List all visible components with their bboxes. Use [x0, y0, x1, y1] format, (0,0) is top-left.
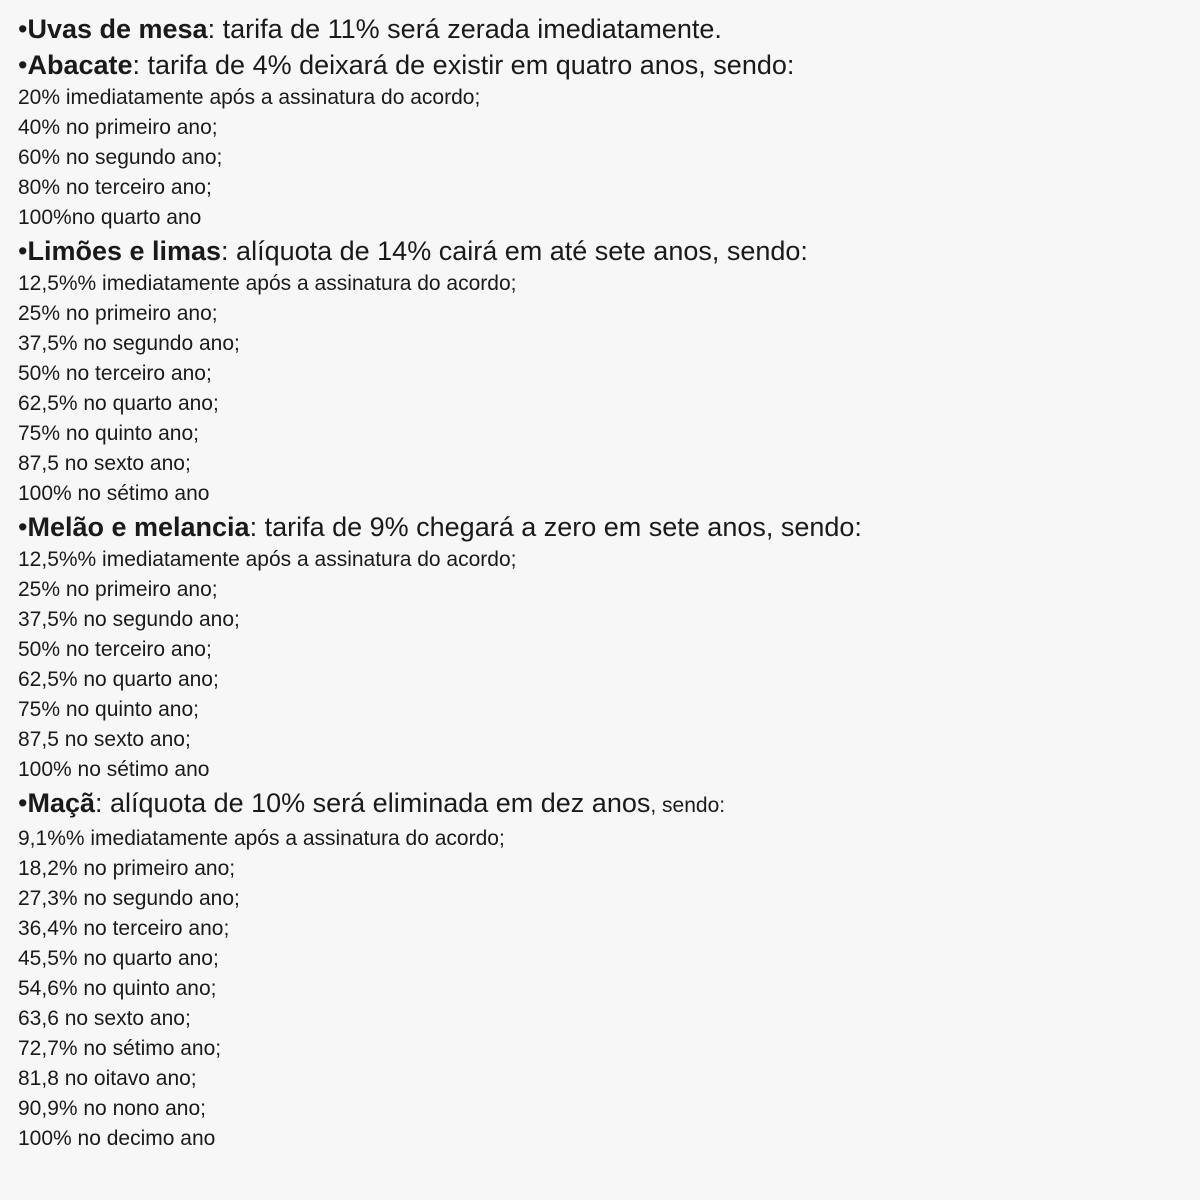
document-body [18, 11, 1188, 1154]
schedule-item: 87,5 no sexto ano; [18, 728, 191, 751]
schedule-item: 54,6% no quinto ano; [18, 977, 217, 1000]
schedule-item: 72,7% no sétimo ano; [18, 1037, 222, 1060]
schedule-item: 27,3% no segundo ano; [18, 887, 240, 910]
schedule-item: 45,5% no quarto ano; [18, 947, 219, 970]
schedule-item: 81,8 no oitavo ano; [18, 1067, 197, 1090]
heading-tail: , sendo: [650, 794, 726, 817]
schedule-item: 50% no terceiro ano; [18, 362, 212, 385]
schedule-item: 12,5%% imediatamente após a assinatura do acordo; [18, 548, 517, 571]
product-term: Limões e limas [27, 236, 222, 266]
schedule-item: 40% no primeiro ano; [18, 116, 218, 139]
section-heading [18, 11, 1188, 47]
product-term: Melão e melancia [27, 512, 250, 542]
section-heading [18, 47, 1188, 83]
schedule-item: 50% no terceiro ano; [18, 638, 212, 661]
product-term: Maçã [27, 788, 95, 818]
section-maca [18, 785, 1188, 1154]
schedule-item: 62,5% no quarto ano; [18, 668, 219, 691]
section-heading [18, 233, 1188, 269]
schedule-item: 87,5 no sexto ano; [18, 452, 191, 475]
heading-description: : tarifa de 11% será zerada imediatamente. [207, 14, 722, 44]
bullet: • [18, 236, 28, 266]
schedule-item: 9,1%% imediatamente após a assinatura do acordo; [18, 827, 505, 850]
schedule-item: 25% no primeiro ano; [18, 302, 218, 325]
schedule-item: 75% no quinto ano; [18, 698, 199, 721]
schedule-item: 63,6 no sexto ano; [18, 1007, 191, 1030]
schedule-item: 100% no sétimo ano [18, 482, 210, 505]
section-melao-e-melancia [18, 509, 1188, 785]
bullet: • [18, 512, 28, 542]
schedule-item: 37,5% no segundo ano; [18, 608, 240, 631]
section-limoes-e-limas [18, 233, 1188, 509]
schedule-item: 100% no decimo ano [18, 1127, 216, 1150]
bullet: • [18, 50, 28, 80]
schedule-item: 100%no quarto ano [18, 206, 202, 229]
schedule-item: 75% no quinto ano; [18, 422, 199, 445]
schedule-item: 37,5% no segundo ano; [18, 332, 240, 355]
product-term: Uvas de mesa [27, 14, 208, 44]
product-term: Abacate [27, 50, 133, 80]
section-heading [18, 509, 1188, 545]
schedule-item: 25% no primeiro ano; [18, 578, 218, 601]
heading-description: : alíquota de 14% cairá em até sete anos, sendo: [221, 236, 808, 266]
heading-description: : tarifa de 4% deixará de existir em quatro anos, sendo: [132, 50, 795, 80]
schedule-item: 36,4% no terceiro ano; [18, 917, 230, 940]
schedule-item: 100% no sétimo ano [18, 758, 210, 781]
schedule-item: 18,2% no primeiro ano; [18, 857, 236, 880]
schedule-item: 80% no terceiro ano; [18, 176, 212, 199]
schedule-item: 62,5% no quarto ano; [18, 392, 219, 415]
schedule-item: 90,9% no nono ano; [18, 1097, 206, 1120]
schedule-item: 12,5%% imediatamente após a assinatura do acordo; [18, 272, 517, 295]
section-uvas-de-mesa [18, 11, 1188, 47]
schedule-item: 60% no segundo ano; [18, 146, 223, 169]
schedule-item: 20% imediatamente após a assinatura do acordo; [18, 86, 481, 109]
section-abacate [18, 47, 1188, 233]
section-heading [18, 785, 1188, 824]
heading-description: : alíquota de 10% será eliminada em dez anos [95, 788, 651, 818]
bullet: • [18, 14, 28, 44]
bullet: • [18, 788, 28, 818]
heading-description: : tarifa de 9% chegará a zero em sete anos, sendo: [249, 512, 862, 542]
